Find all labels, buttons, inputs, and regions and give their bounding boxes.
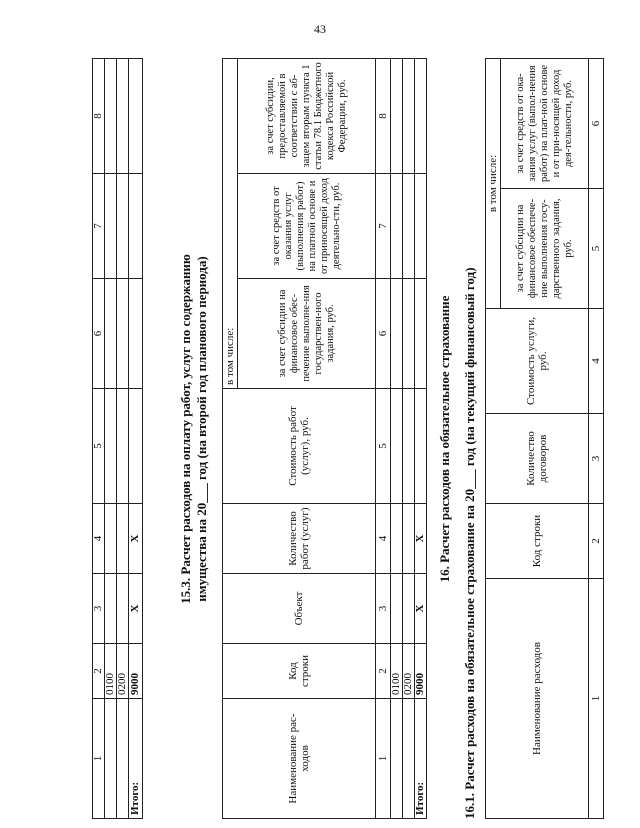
row-code: 0100: [105, 644, 117, 699]
cell: 5: [376, 389, 391, 504]
row-code: 0200: [117, 644, 129, 699]
header-incl: в том числе:: [486, 59, 501, 309]
heading-line: 15.3. Расчет расходов на оплату работ, услуг по содержанию: [178, 254, 193, 604]
cell: X: [129, 504, 143, 574]
header-code: Код строки: [223, 644, 376, 699]
cell: [129, 59, 143, 174]
cell: [129, 174, 143, 279]
header-incl: в том числе:: [223, 58, 238, 388]
header-qty: Количество работ (услуг): [223, 504, 376, 574]
table-c-number-row: [589, 59, 604, 819]
section-heading-15-3: [178, 149, 210, 709]
cell: X: [415, 504, 427, 574]
cell: 6: [376, 279, 391, 389]
cell: [105, 279, 117, 389]
cell: 8: [93, 59, 105, 174]
cell: [105, 699, 117, 819]
cell: X: [129, 574, 143, 644]
cell: [391, 389, 403, 504]
cell: [391, 504, 403, 574]
cell: [415, 58, 427, 173]
table-b-number-row: [376, 58, 391, 818]
cell: [415, 389, 427, 504]
cell: [117, 389, 129, 504]
heading-line: имущества на 20___ год (на второй год планового периода): [194, 256, 209, 602]
row-code: 0200: [403, 644, 415, 699]
table-total-row: [415, 58, 427, 818]
cell: [117, 699, 129, 819]
cell: [403, 574, 415, 644]
table-15-3: [222, 58, 427, 819]
cell: [105, 504, 117, 574]
table-16-1: [485, 58, 604, 819]
table-continuation: [92, 58, 143, 819]
cell: 1: [93, 699, 105, 819]
table-a-number-row: [93, 59, 105, 819]
cell: [129, 389, 143, 504]
header-own: за счет средств от оказания услуг (выполнения работ) на платной основе и от приносящей доход деятельно-сти, руб.: [238, 174, 376, 279]
table-row: [117, 59, 129, 819]
cell: 5: [589, 189, 604, 309]
cell: [415, 174, 427, 279]
cell: [105, 574, 117, 644]
header-cost: Стоимость работ (услуг), руб.: [223, 389, 376, 504]
cell: 3: [376, 574, 391, 644]
cell: [129, 279, 143, 389]
cell: 6: [93, 279, 105, 389]
cell: 6: [589, 59, 604, 189]
cell: [391, 279, 403, 389]
cell: [117, 504, 129, 574]
cell: 2: [589, 504, 604, 579]
cell: [105, 59, 117, 174]
cell: [117, 574, 129, 644]
cell: 1: [376, 699, 391, 819]
page-number: 43: [314, 22, 326, 36]
cell: [403, 699, 415, 819]
cell: 5: [93, 389, 105, 504]
header-name: Наименование расходов: [486, 579, 589, 819]
cell: [117, 59, 129, 174]
cell: 2: [93, 644, 105, 699]
cell: 4: [589, 309, 604, 414]
header-budget: за счет субсидии, предоставляемой в соответствии с аб-зацем вторым пункта 1 статьи 78.1 Бюджетного кодекса Российской Федерации, руб.: [238, 58, 376, 173]
cell: [403, 389, 415, 504]
total-code: 9000: [415, 644, 427, 699]
row-code: 0100: [391, 644, 403, 699]
header-subsidy: за счет субсидии на финансовое обеспече-ние выполнения госу-дарственного задания, руб.: [501, 189, 589, 309]
cell: [105, 174, 117, 279]
section-heading-16-1: [462, 267, 478, 819]
cell: 3: [589, 414, 604, 504]
cell: [403, 58, 415, 173]
cell: [415, 279, 427, 389]
cell: [391, 174, 403, 279]
cell: 7: [93, 174, 105, 279]
table-row: [403, 58, 415, 818]
cell: [105, 389, 117, 504]
cell: [117, 279, 129, 389]
heading-number: 16.1: [462, 796, 477, 819]
cell: [391, 699, 403, 819]
cell: [403, 174, 415, 279]
cell: [391, 574, 403, 644]
rotated-page-content: [92, 59, 610, 819]
table-row: [105, 59, 117, 819]
cell: [391, 58, 403, 173]
cell: 1: [589, 579, 604, 819]
header-subsidy: за счет субсидии на финансовое обес-печение выполне-ния государствен-ного задания, руб.: [238, 279, 376, 389]
header-own: за счет средств от ока-зания услуг (выпол-нения работ) на плат-ной основе и от при-носящей доход дея-тельности, руб.: [501, 59, 589, 189]
table-header-row: [223, 58, 238, 818]
table-header-row: [486, 59, 501, 819]
cell: 4: [93, 504, 105, 574]
header-object: Объект: [223, 574, 376, 644]
cell: 7: [376, 174, 391, 279]
cell: [403, 504, 415, 574]
heading-text: . Расчет расходов на обязательное страхование на 20___ год (на текущий финансовый год): [462, 267, 477, 797]
cell: [117, 174, 129, 279]
table-row: [391, 58, 403, 818]
cell: 4: [376, 504, 391, 574]
cell: 2: [376, 644, 391, 699]
header-code: Код строки: [486, 504, 589, 579]
cell: X: [415, 574, 427, 644]
cell: 3: [93, 574, 105, 644]
header-cost: Стоимость услуги, руб.: [486, 309, 589, 414]
section-heading-16: 16. Расчет расходов на обязательное страхование: [437, 295, 452, 583]
total-label: Итого:: [129, 699, 143, 819]
header-contracts: Количество договоров: [486, 414, 589, 504]
header-name: Наименование рас-ходов: [223, 699, 376, 819]
cell: 8: [376, 58, 391, 173]
cell: [403, 279, 415, 389]
table-total-row: [129, 59, 143, 819]
total-code: 9000: [129, 644, 143, 699]
total-label: Итого:: [415, 699, 427, 819]
